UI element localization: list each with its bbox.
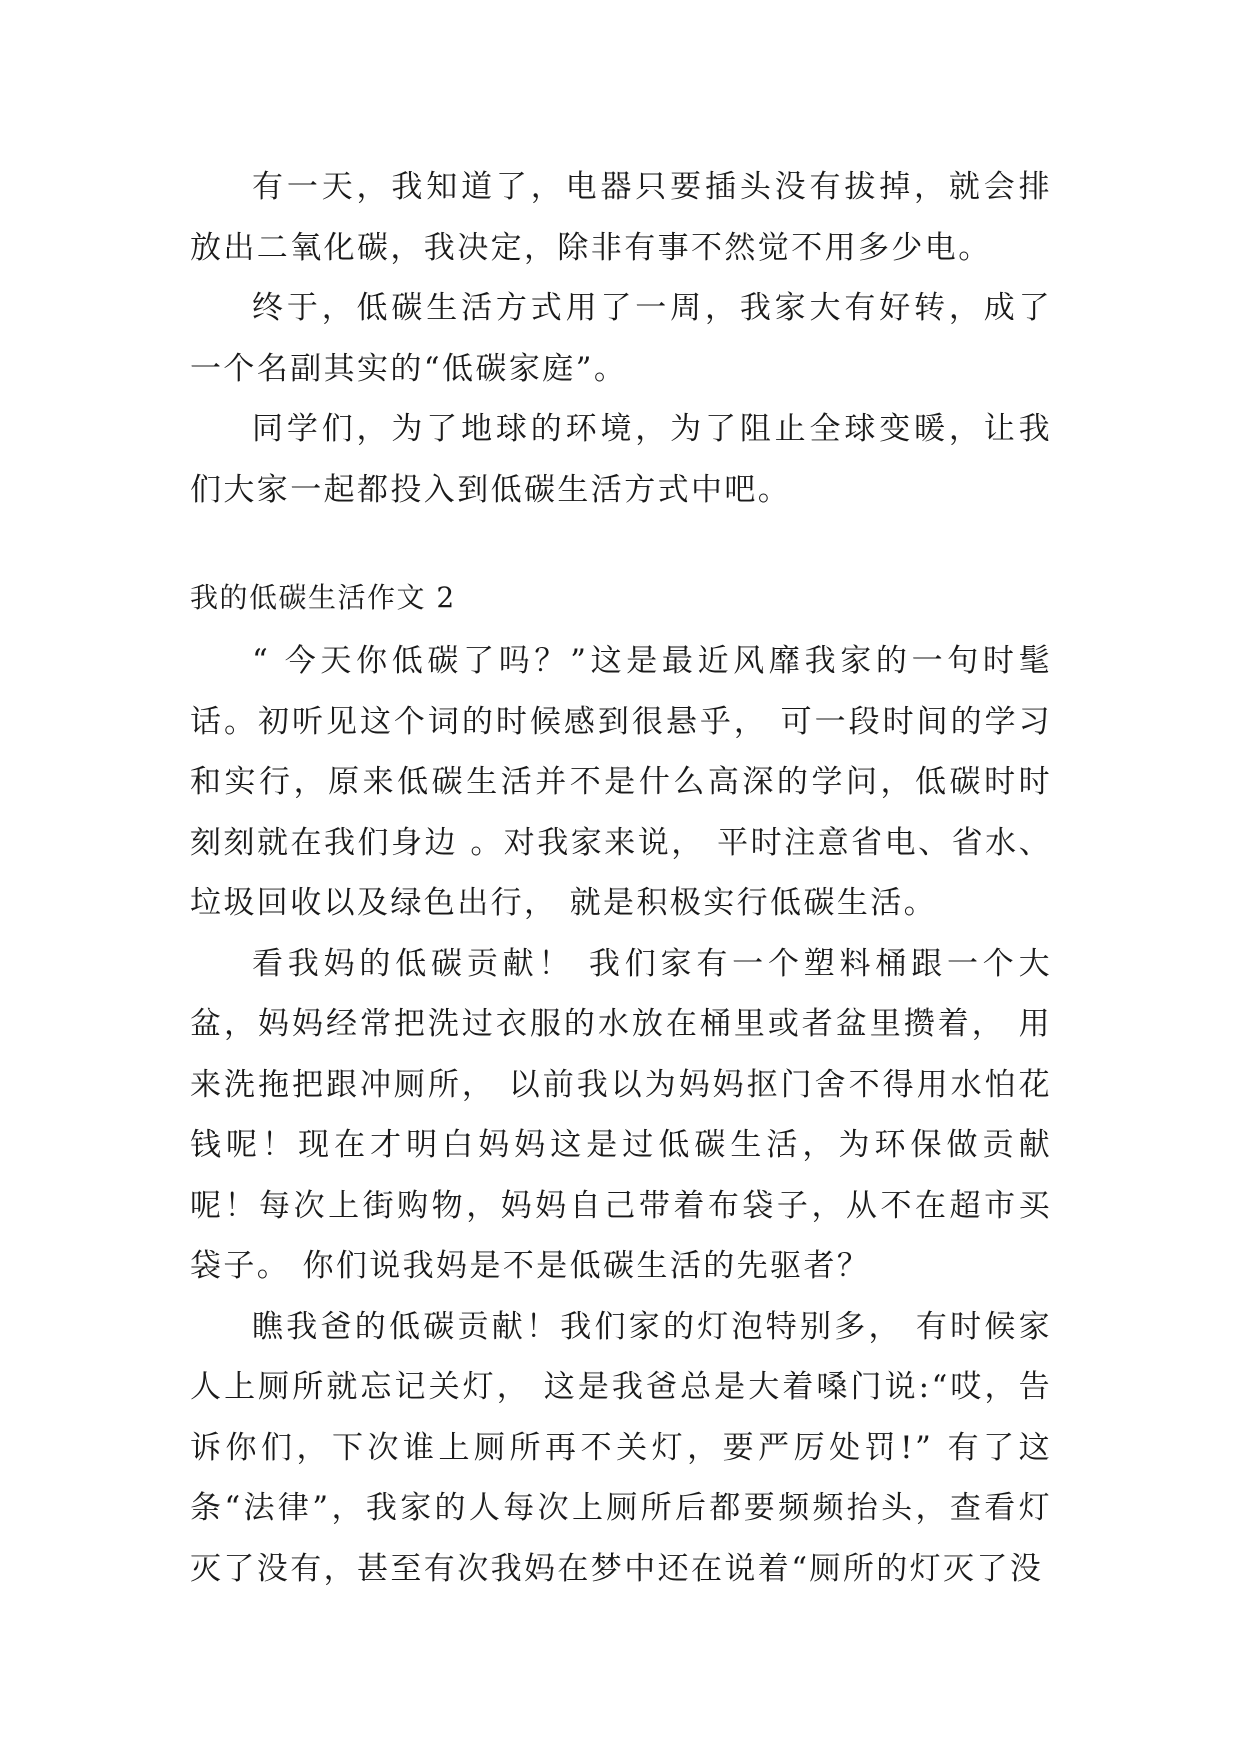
section-title: 我的低碳生活作文 2 bbox=[190, 581, 456, 614]
paragraph: 瞧我爸的低碳贡献！我们家的灯泡特别多， 有时候家人上厕所就忘记关灯， 这是我爸总是大着嗓门说:“哎，告诉你们，下次谁上厕所再不关灯，要严厉处罚!” 有了这条“法律”，我家的人每次上厕所后都要频频抬头，查看灯灭了没有，甚至有次我妈在梦中还在说着“厕所的灯灭了没 bbox=[190, 1308, 1052, 1587]
essay-section bbox=[190, 569, 1052, 1599]
paragraph: 终于，低碳生活方式用了一周，我家大有好转，成了一个名副其实的“低碳家庭”。 bbox=[190, 290, 1052, 387]
paragraph: “ 今天你低碳了吗？”这是最近风靡我家的一句时髦话。初听见这个词的时候感到很悬乎， 可一段时间的学习和实行，原来低碳生活并不是什么高深的学问，低碳时时刻刻就在我们身边 。对我家来说， 平时注意省电、省水、垃圾回收以及绿色出行， 就是积极实行低碳生活。 bbox=[190, 643, 1052, 921]
paragraph: 有一天，我知道了，电器只要插头没有拔掉，就会排放出二氧化碳，我决定，除非有事不然觉不用多少电。 bbox=[190, 169, 1052, 266]
intro-text-block bbox=[190, 157, 1052, 520]
paragraph: 看我妈的低碳贡献！ 我们家有一个塑料桶跟一个大盆，妈妈经常把洗过衣服的水放在桶里或者盆里攒着， 用来洗拖把跟冲厕所， 以前我以为妈妈抠门舍不得用水怕花钱呢！现在才明白妈妈这是过低碳生活，为环保做贡献呢！每次上街购物，妈妈自己带着布袋子，从不在超市买袋子。 你们说我妈是不是低碳生活的先驱者？ bbox=[190, 945, 1052, 1284]
paragraph: 同学们，为了地球的环境，为了阻止全球变暖，让我们大家一起都投入到低碳生活方式中吧。 bbox=[190, 411, 1052, 508]
